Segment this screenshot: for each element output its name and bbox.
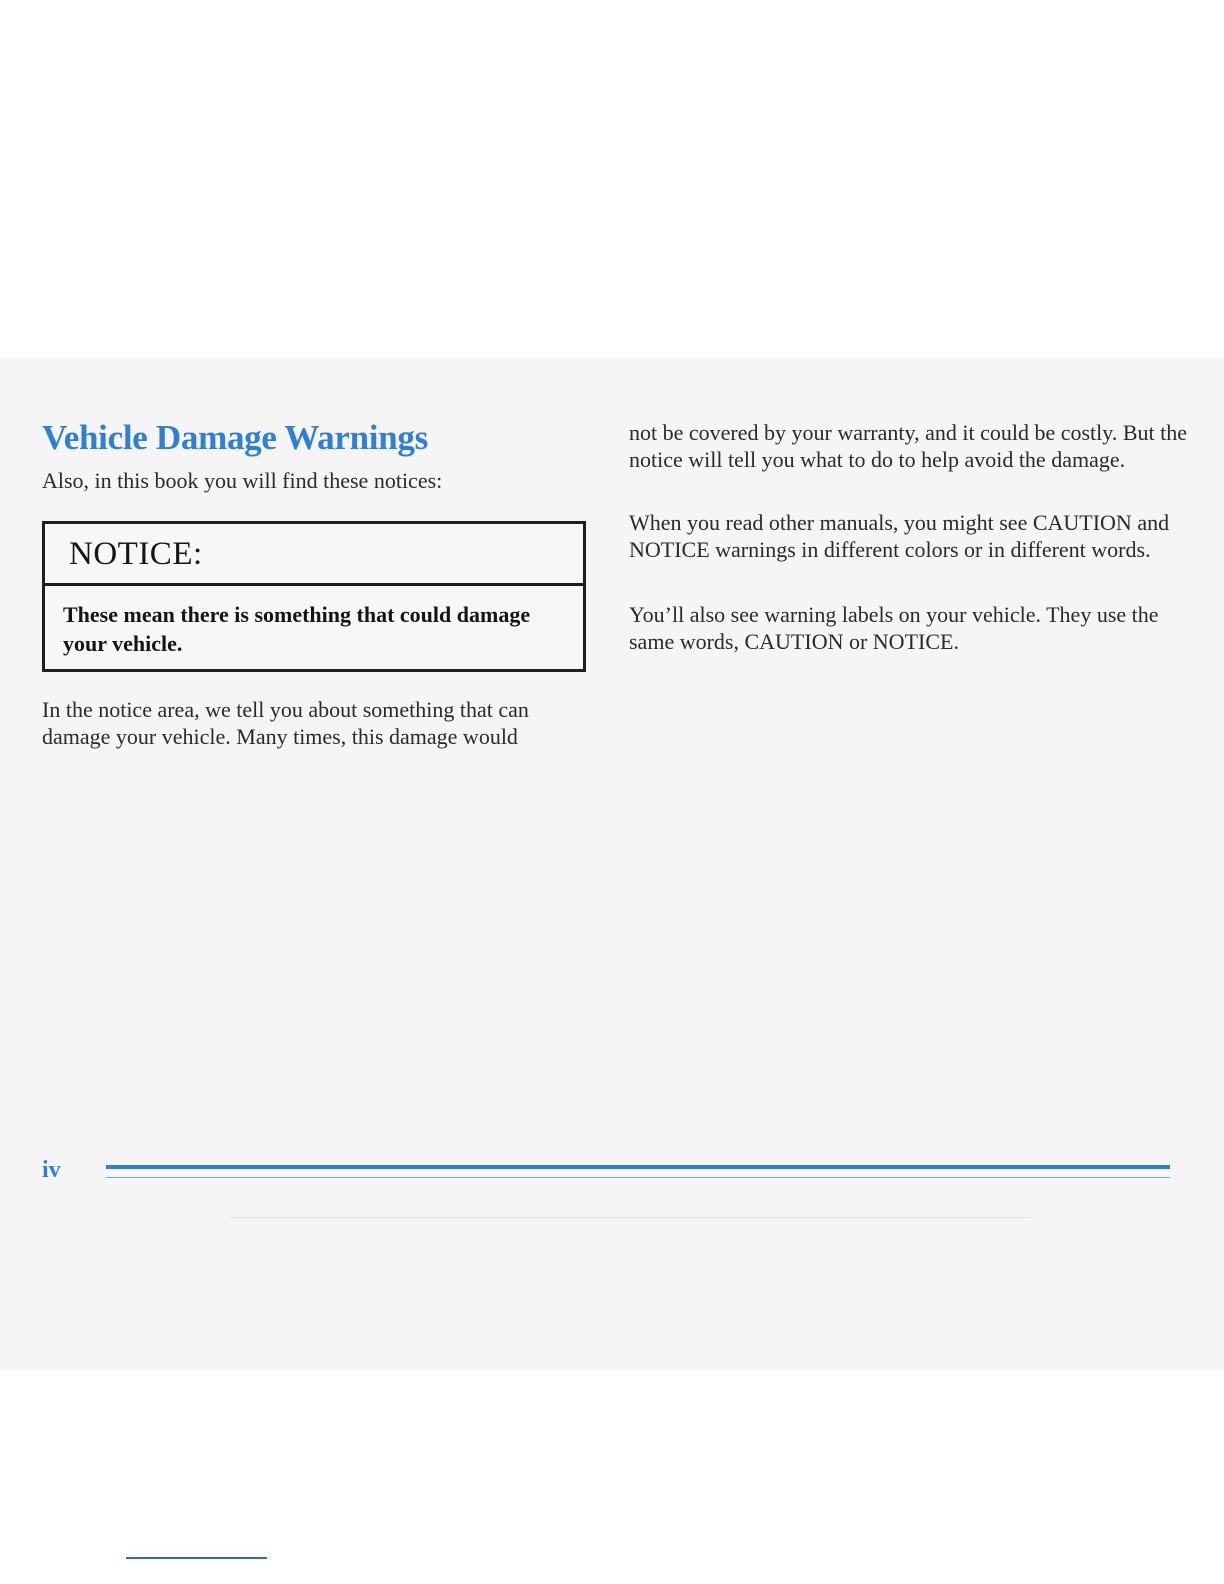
right-paragraph-1: not be covered by your warranty, and it could be costly. But the notice will tell you what to do to help avoid the damage. [629, 420, 1187, 472]
intro-text: Also, in this book you will find these notices: [42, 468, 443, 493]
bottom-link-underline [126, 1557, 267, 1559]
scan-artifact-line [230, 1217, 1030, 1218]
footer-rule-thick [106, 1165, 1170, 1169]
footer-rule-thin [106, 1177, 1170, 1178]
right-paragraph-3: You’ll also see warning labels on your vehicle. They use the same words, CAUTION or NOTICE. [629, 602, 1159, 654]
left-paragraph: In the notice area, we tell you about something that can damage your vehicle. Many times, this damage would [42, 697, 529, 749]
notice-title: NOTICE: [45, 524, 583, 586]
notice-body: These mean there is something that could damage your vehicle. [63, 602, 531, 656]
right-paragraph-2: When you read other manuals, you might see CAUTION and NOTICE warnings in different colors or in different words. [629, 510, 1170, 562]
notice-box [42, 521, 586, 672]
section-heading: Vehicle Damage Warnings [42, 418, 428, 457]
page-number: iv [42, 1157, 61, 1183]
